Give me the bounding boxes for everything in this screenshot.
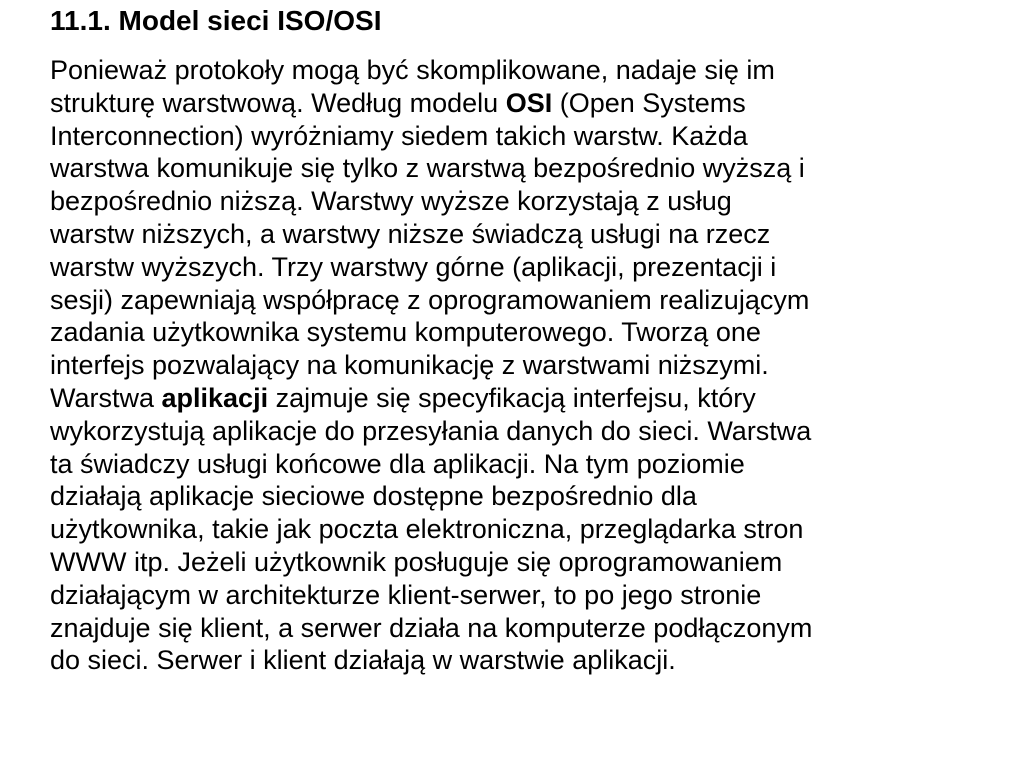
body-line: znajduje się klient, a serwer działa na komputerze podłączonym [50, 612, 813, 643]
body-line: WWW itp. Jeżeli użytkownik posługuje się oprogramowaniem [50, 546, 783, 577]
slide-title: 11.1. Model sieci ISO/OSI [50, 5, 382, 36]
body-line: działają aplikacje sieciowe dostępne bezpośrednio dla [50, 481, 697, 512]
body-line: warstw niższych, a warstwy niższe świadczą usługi na rzecz [50, 218, 771, 249]
body-text-segment: strukturę warstwową. Według modelu [50, 87, 506, 118]
body-text-segment: zajmuje się specyfikacją interfejsu, który [268, 382, 756, 413]
body-text-segment: (Open Systems [552, 87, 746, 118]
body-line: sesji) zapewniają współpracę z oprogramowaniem realizującym [50, 284, 810, 315]
body-line: działającym w architekturze klient-serwer, to po jego stronie [50, 579, 762, 610]
body-line: zadania użytkownika systemu komputerowego. Tworzą one [50, 317, 761, 348]
application-layer-term: aplikacji [161, 382, 269, 413]
body-line [50, 87, 1022, 120]
body-text-segment: Warstwa [50, 382, 162, 413]
osi-term: OSI [505, 87, 553, 118]
body-line [50, 382, 1022, 415]
body-line: wykorzystują aplikacje do przesyłania danych do sieci. Warstwa [50, 415, 812, 446]
body-line: bezpośrednio niższą. Warstwy wyższe korzystają z usług [50, 186, 732, 217]
body-paragraph [50, 54, 1022, 677]
body-line: użytkownika, takie jak poczta elektroniczna, przeglądarka stron [50, 514, 804, 545]
body-line: warstwa komunikuje się tylko z warstwą bezpośrednio wyższą i [50, 153, 805, 184]
body-line: do sieci. Serwer i klient działają w warstwie aplikacji. [50, 645, 676, 676]
body-line: ta świadczy usługi końcowe dla aplikacji. Na tym poziomie [50, 448, 745, 479]
body-line: warstw wyższych. Trzy warstwy górne (aplikacji, prezentacji i [50, 251, 777, 282]
body-line: Interconnection) wyróżniamy siedem takich warstw. Każda [50, 120, 748, 151]
body-line: Ponieważ protokoły mogą być skomplikowane, nadaje się im [50, 55, 775, 85]
body-line: interfejs pozwalający na komunikację z warstwami niższymi. [50, 350, 769, 381]
